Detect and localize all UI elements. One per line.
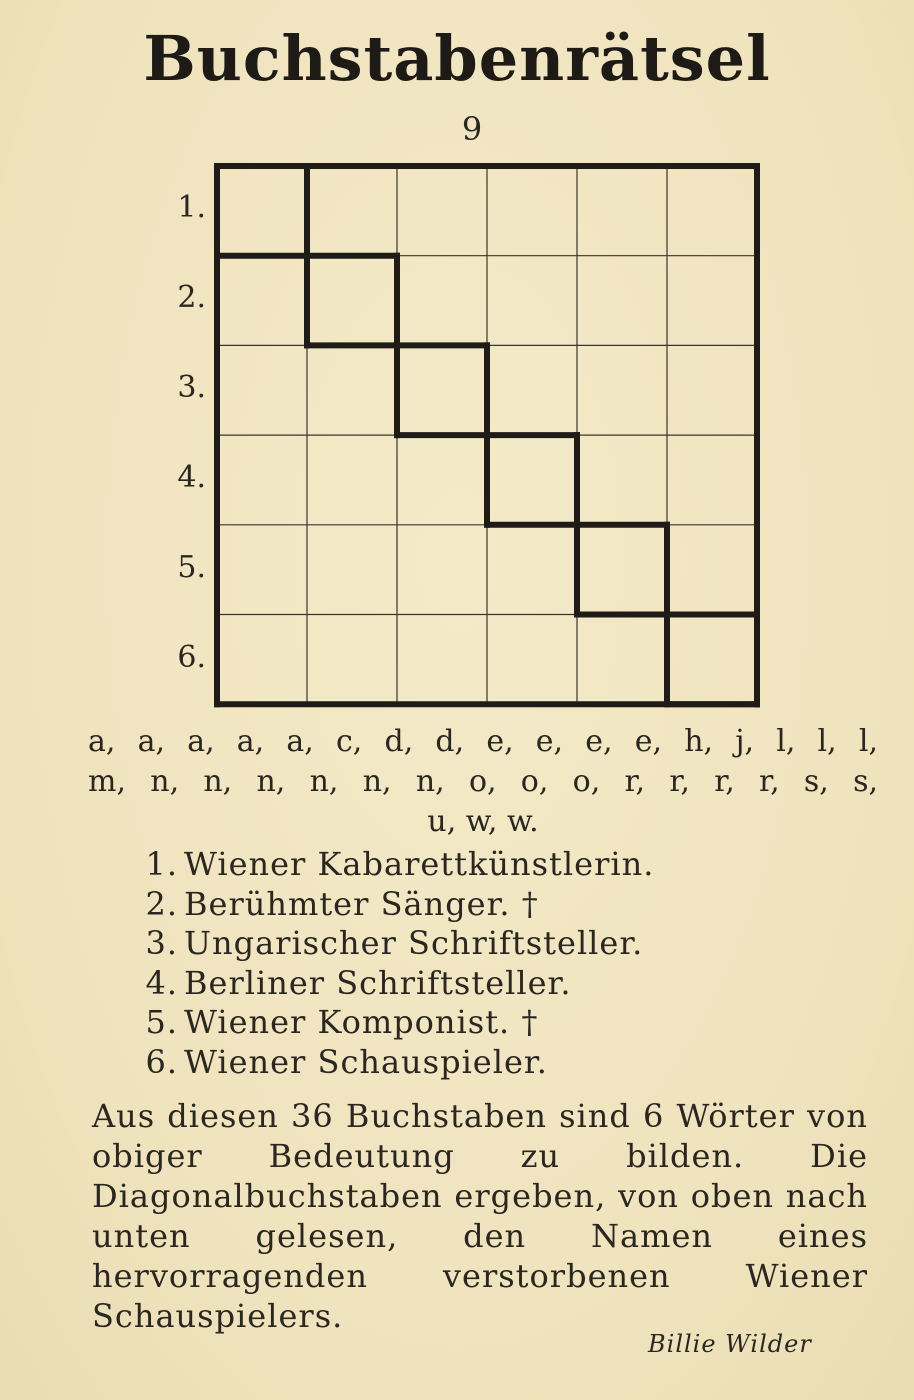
row-label: 5. [177, 550, 206, 585]
grid-cell[interactable] [667, 435, 757, 525]
clue-item [126, 964, 826, 1004]
grid-cell[interactable] [397, 525, 487, 615]
letter-pool-line-3: u, w, w. [427, 804, 539, 839]
row-label: 6. [177, 640, 206, 675]
row-label: 2. [177, 280, 206, 315]
row-label: 1. [177, 190, 206, 225]
letter-pool-line-1: a, a, a, a, a, c, d, d, e, e, e, e, h, j, l, l, l, [88, 724, 878, 759]
clue-text: Wiener Schauspieler. [184, 1042, 548, 1081]
puzzle-number: 9 [461, 110, 483, 148]
clue-text: Wiener Kabarettkünstlerin. [184, 845, 655, 883]
clue-text: Berühmter Sänger. † [184, 884, 539, 923]
grid-cell[interactable] [307, 345, 397, 435]
grid-cell[interactable] [217, 525, 307, 615]
clue-item [126, 1003, 826, 1043]
grid-cell[interactable] [307, 435, 397, 525]
clue-text: Ungarischer Schriftsteller. [184, 924, 644, 962]
letter-pool-line-2: m, n, n, n, n, n, n, o, o, o, r, r, r, r, s, s, [88, 764, 878, 799]
row-label: 3. [177, 370, 206, 405]
grid-cell[interactable] [577, 345, 667, 435]
grid-cell[interactable] [397, 615, 487, 705]
diagonal-cell[interactable] [397, 345, 487, 435]
clue-item [126, 885, 826, 925]
instructions-text: Aus diesen 36 Buchstaben sind 6 Wörter von obiger Bedeutung zu bilden. Die Diagonalbuchstaben ergeben, von oben nach unten gelesen, den Namen eines hervorragenden verstorbenen Wiener Schauspielers. [92, 1097, 868, 1335]
diagonal-cell[interactable] [217, 166, 307, 256]
clue-number: 4. [145, 963, 178, 1002]
grid-cell[interactable] [397, 435, 487, 525]
grid-cell[interactable] [487, 345, 577, 435]
grid-cell[interactable] [487, 166, 577, 256]
clue-item [126, 924, 826, 964]
clue-number: 1. [145, 845, 178, 883]
grid-cell[interactable] [667, 525, 757, 615]
clue-number: 2. [145, 884, 178, 923]
grid-cell[interactable] [667, 345, 757, 435]
grid-cell[interactable] [667, 166, 757, 256]
grid-cell[interactable] [217, 435, 307, 525]
grid-cell[interactable] [217, 256, 307, 346]
grid-cell[interactable] [397, 256, 487, 346]
grid-cell[interactable] [577, 166, 667, 256]
grid-cell[interactable] [577, 615, 667, 705]
grid-cell[interactable] [577, 435, 667, 525]
row-label: 4. [177, 460, 206, 495]
grid-cell[interactable] [217, 615, 307, 705]
grid-cell[interactable] [667, 256, 757, 346]
grid-cell[interactable] [487, 615, 577, 705]
diagonal-cell[interactable] [307, 256, 397, 346]
grid-cell[interactable] [577, 256, 667, 346]
grid-cells [217, 166, 757, 704]
diagonal-cell[interactable] [487, 435, 577, 525]
puzzle-title: Buchstabenrätsel [143, 22, 771, 95]
diagonal-cell[interactable] [667, 615, 757, 705]
grid-cell[interactable] [217, 345, 307, 435]
clue-text: Wiener Komponist. † [184, 1003, 539, 1041]
clue-number: 5. [145, 1003, 178, 1041]
author-signature: Billie Wilder [648, 1330, 812, 1358]
grid-cell[interactable] [397, 166, 487, 256]
diagonal-cell[interactable] [577, 525, 667, 615]
letter-pool [88, 722, 878, 842]
grid-cell[interactable] [307, 615, 397, 705]
clue-text: Berliner Schriftsteller. [184, 963, 572, 1002]
clue-number: 3. [145, 924, 178, 962]
grid-cell[interactable] [307, 166, 397, 256]
clue-number: 6. [145, 1042, 178, 1081]
clue-item [126, 1043, 826, 1083]
clue-item [126, 845, 826, 885]
grid-cell[interactable] [487, 525, 577, 615]
grid-cell[interactable] [487, 256, 577, 346]
clue-list [126, 845, 826, 1082]
grid-cell[interactable] [307, 525, 397, 615]
